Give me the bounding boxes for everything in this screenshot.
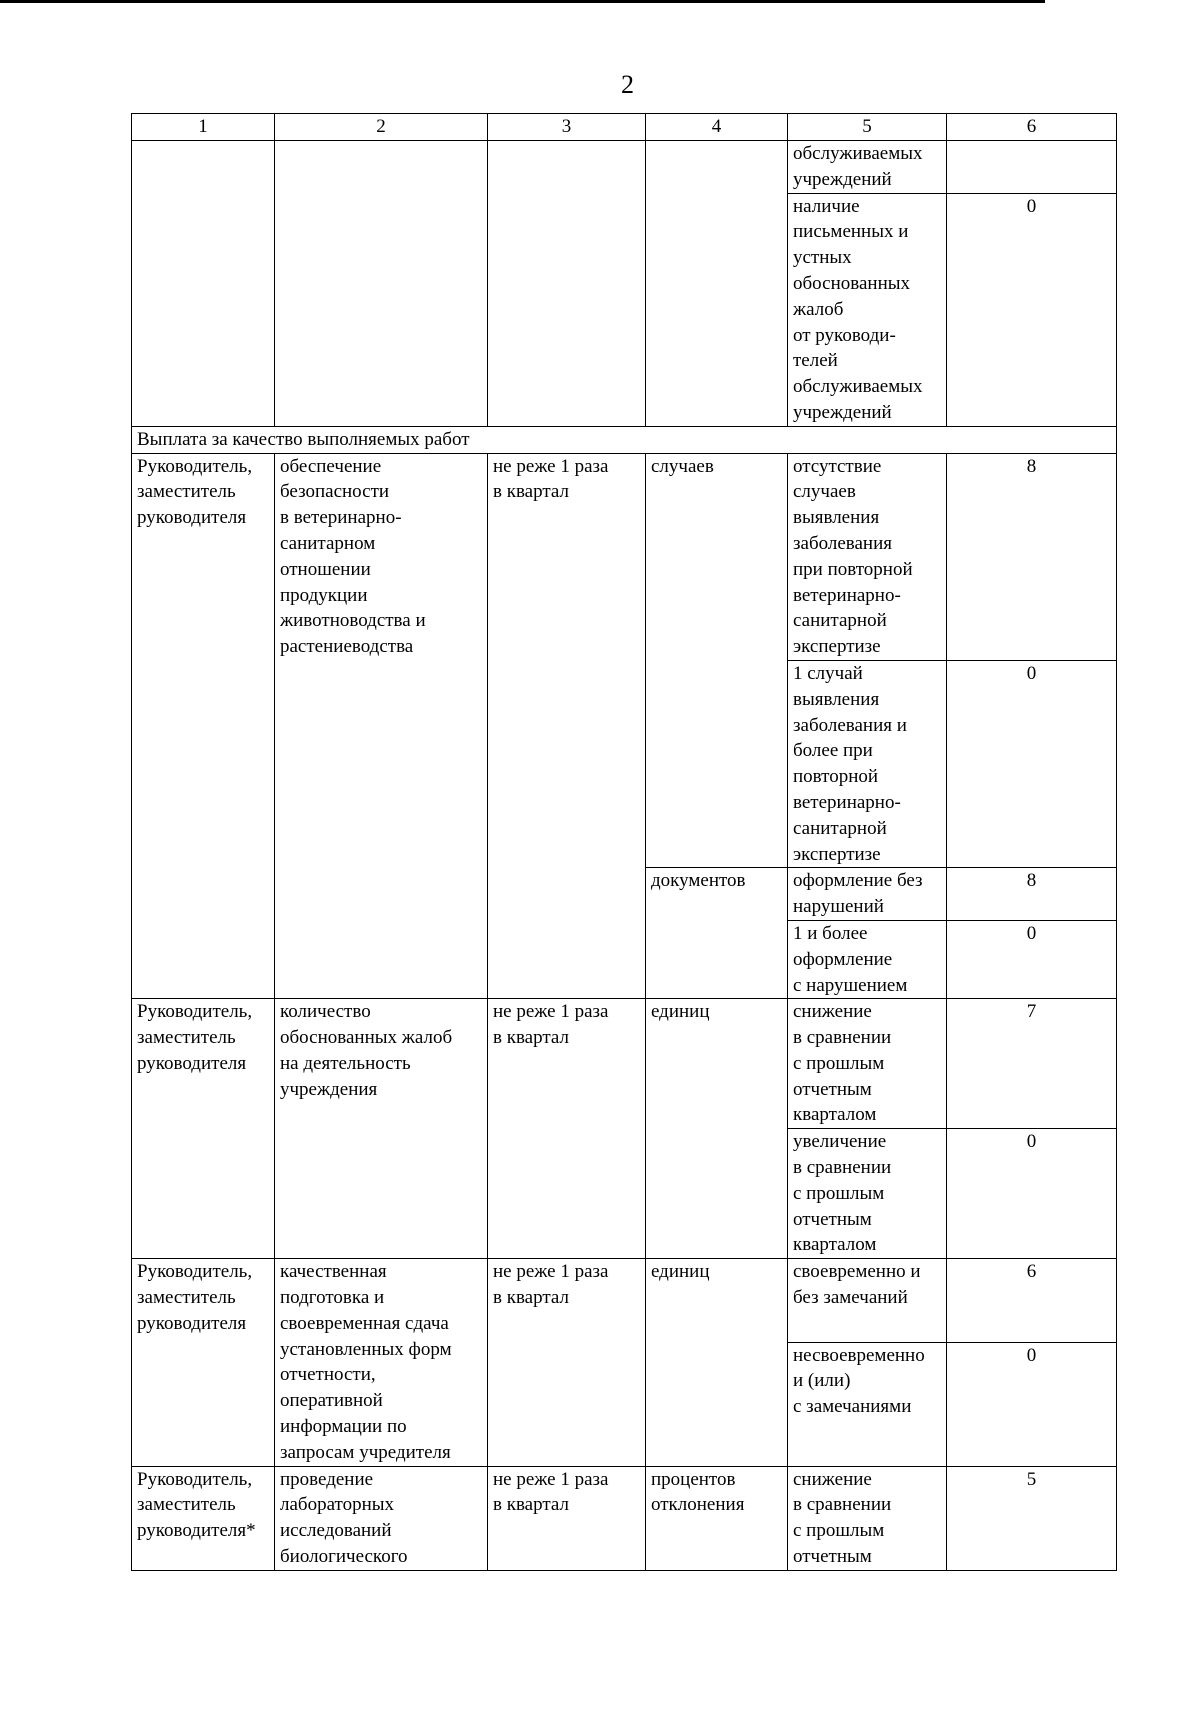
periodicity-cell: не реже 1 раза в квартал	[488, 453, 646, 999]
points-cell: 0	[947, 1129, 1117, 1259]
indicator-cell: качественная подготовка и своевременная сдача установленных форм отчетности, оперативной информации по запросам учредителя	[275, 1259, 488, 1466]
criterion-cell: снижение в сравнении с прошлым отчетным кварталом	[788, 999, 947, 1129]
indicator-cell: обеспечение безопасности в ветеринарно- санитарном отношении продукции животноводства и растениеводства	[275, 453, 488, 999]
top-border-line	[0, 0, 1045, 3]
indicator-cell: проведение лабораторных исследований биологического	[275, 1466, 488, 1570]
column-header: 2	[275, 114, 488, 141]
criterion-cell: несвоевременно и (или) с замечаниями	[788, 1342, 947, 1466]
points-cell: 8	[947, 868, 1117, 921]
criterion-cell: увеличение в сравнении с прошлым отчетным кварталом	[788, 1129, 947, 1259]
column-header: 5	[788, 114, 947, 141]
periodicity-cell: не реже 1 раза в квартал	[488, 1259, 646, 1466]
criteria-table	[131, 113, 1117, 1571]
section-title-row	[132, 426, 1117, 453]
points-cell: 7	[947, 999, 1117, 1129]
unit-cell: документов	[646, 868, 788, 999]
indicator-cell: количество обоснованных жалоб на деятельность учреждения	[275, 999, 488, 1259]
column-header: 3	[488, 114, 646, 141]
unit-cell: процентов отклонения	[646, 1466, 788, 1570]
points-cell: 0	[947, 1342, 1117, 1466]
criterion-cell: снижение в сравнении с прошлым отчетным	[788, 1466, 947, 1570]
section-title: Выплата за качество выполняемых работ	[132, 426, 1117, 453]
unit-cell: случаев	[646, 453, 788, 868]
criterion-cell: оформление без нарушений	[788, 868, 947, 921]
points-cell: 0	[947, 660, 1117, 867]
page-number: 2	[621, 70, 634, 99]
periodicity-cell: не реже 1 раза в квартал	[488, 1466, 646, 1570]
column-header: 6	[947, 114, 1117, 141]
points-cell	[947, 141, 1117, 194]
position-cell: Руководитель, заместитель руководителя	[132, 999, 275, 1259]
unit-cell: единиц	[646, 999, 788, 1259]
criterion-cell: отсутствие случаев выявления заболевания при повторной ветеринарно- санитарной экспертизе	[788, 453, 947, 660]
position-cell: Руководитель, заместитель руководителя*	[132, 1466, 275, 1570]
unit-cell: единиц	[646, 1259, 788, 1466]
points-cell: 5	[947, 1466, 1117, 1570]
column-header: 4	[646, 114, 788, 141]
position-cell: Руководитель, заместитель руководителя	[132, 1259, 275, 1466]
criterion-cell: наличие письменных и устных обоснованных жалоб от руководи- телей обслуживаемых учреждений	[788, 193, 947, 426]
table-row	[132, 1259, 1117, 1342]
points-cell: 6	[947, 1259, 1117, 1342]
periodicity-cell	[488, 141, 646, 427]
indicator-cell	[275, 141, 488, 427]
points-cell: 0	[947, 193, 1117, 426]
periodicity-cell: не реже 1 раза в квартал	[488, 999, 646, 1259]
unit-cell	[646, 141, 788, 427]
criterion-cell: своевременно и без замечаний	[788, 1259, 947, 1342]
criterion-cell: обслуживаемых учреждений	[788, 141, 947, 194]
criterion-cell: 1 случай выявления заболевания и более при повторной ветеринарно- санитарной экспертизе	[788, 660, 947, 867]
table-row	[132, 141, 1117, 194]
position-cell	[132, 141, 275, 427]
table-row	[132, 453, 1117, 660]
table-row	[132, 999, 1117, 1129]
table-row	[132, 1466, 1117, 1570]
position-cell: Руководитель, заместитель руководителя	[132, 453, 275, 999]
points-cell: 0	[947, 920, 1117, 998]
table-header-row	[132, 114, 1117, 141]
points-cell: 8	[947, 453, 1117, 660]
column-header: 1	[132, 114, 275, 141]
criterion-cell: 1 и более оформление с нарушением	[788, 920, 947, 998]
